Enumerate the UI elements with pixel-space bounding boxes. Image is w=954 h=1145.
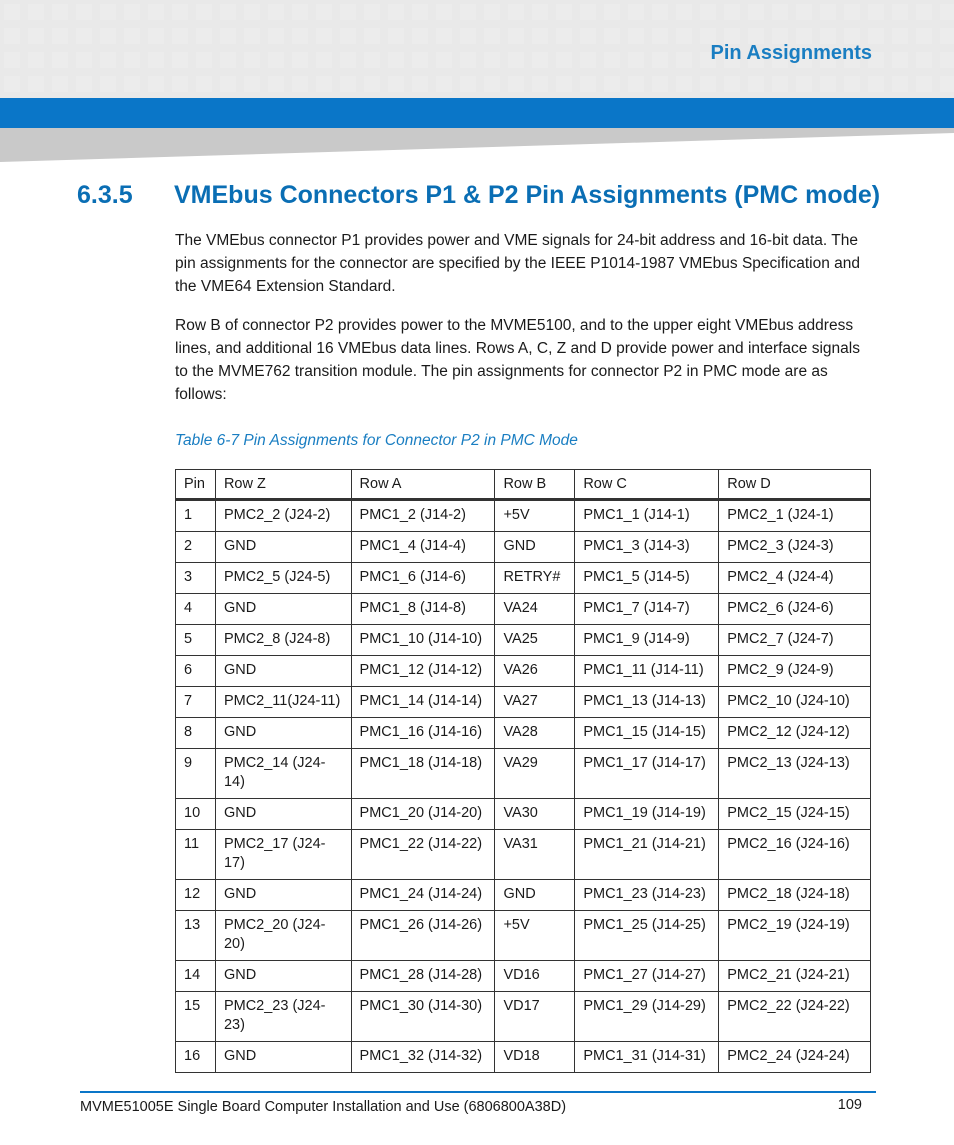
cell-pin: 11 xyxy=(176,830,216,880)
table-row xyxy=(176,1042,871,1073)
cell-row-z: PMC2_2 (J24-2) xyxy=(215,500,351,532)
paragraph-p1-description: The VMEbus connector P1 provides power and VME signals for 24-bit address and 16-bit data. The pin assignments for the connector are specified by the IEEE P1014-1987 VMEbus Specification and the VME64 Extension Standard. xyxy=(175,232,860,295)
cell-row-b: VA28 xyxy=(495,718,575,749)
cell-row-a: PMC1_4 (J14-4) xyxy=(351,532,495,563)
cell-row-c: PMC1_23 (J14-23) xyxy=(575,880,719,911)
cell-row-c: PMC1_15 (J14-15) xyxy=(575,718,719,749)
cell-row-b: +5V xyxy=(495,500,575,532)
cell-row-b: VA29 xyxy=(495,749,575,799)
cell-row-d: PMC2_1 (J24-1) xyxy=(719,500,871,532)
cell-row-z: GND xyxy=(215,718,351,749)
cell-row-c: PMC1_25 (J14-25) xyxy=(575,911,719,961)
footer-rule xyxy=(80,1091,876,1093)
cell-pin: 1 xyxy=(176,500,216,532)
cell-row-c: PMC1_9 (J14-9) xyxy=(575,625,719,656)
cell-row-c: PMC1_21 (J14-21) xyxy=(575,830,719,880)
cell-row-d: PMC2_15 (J24-15) xyxy=(719,799,871,830)
cell-pin: 13 xyxy=(176,911,216,961)
cell-row-b: RETRY# xyxy=(495,563,575,594)
cell-row-c: PMC1_3 (J14-3) xyxy=(575,532,719,563)
cell-row-z: PMC2_23 (J24-23) xyxy=(215,992,351,1042)
table-body xyxy=(176,500,871,1073)
cell-pin: 3 xyxy=(176,563,216,594)
cell-row-d: PMC2_9 (J24-9) xyxy=(719,656,871,687)
cell-row-a: PMC1_20 (J14-20) xyxy=(351,799,495,830)
header-blue-bar xyxy=(0,98,954,128)
cell-row-a: PMC1_18 (J14-18) xyxy=(351,749,495,799)
cell-row-c: PMC1_27 (J14-27) xyxy=(575,961,719,992)
cell-row-a: PMC1_2 (J14-2) xyxy=(351,500,495,532)
pin-assignment-table xyxy=(175,469,871,1073)
page-number: 109 xyxy=(837,1097,862,1113)
table-row xyxy=(176,563,871,594)
cell-row-z: GND xyxy=(215,799,351,830)
cell-pin: 14 xyxy=(176,961,216,992)
table-row xyxy=(176,749,871,799)
cell-row-z: PMC2_11(J24-11) xyxy=(215,687,351,718)
cell-pin: 9 xyxy=(176,749,216,799)
section-number: 6.3.5 xyxy=(77,181,133,209)
cell-pin: 5 xyxy=(176,625,216,656)
cell-row-a: PMC1_12 (J14-12) xyxy=(351,656,495,687)
cell-row-d: PMC2_24 (J24-24) xyxy=(719,1042,871,1073)
cell-row-a: PMC1_24 (J14-24) xyxy=(351,880,495,911)
cell-row-z: PMC2_8 (J24-8) xyxy=(215,625,351,656)
cell-row-z: GND xyxy=(215,1042,351,1073)
running-header-title: Pin Assignments xyxy=(710,42,872,64)
cell-row-b: VA25 xyxy=(495,625,575,656)
column-header-row-d: Row D xyxy=(719,470,871,500)
table-row xyxy=(176,799,871,830)
cell-row-a: PMC1_22 (J14-22) xyxy=(351,830,495,880)
cell-row-d: PMC2_10 (J24-10) xyxy=(719,687,871,718)
table-row xyxy=(176,880,871,911)
cell-pin: 6 xyxy=(176,656,216,687)
cell-row-c: PMC1_19 (J14-19) xyxy=(575,799,719,830)
table-row xyxy=(176,992,871,1042)
column-header-row-b: Row B xyxy=(495,470,575,500)
cell-row-c: PMC1_29 (J14-29) xyxy=(575,992,719,1042)
cell-row-z: GND xyxy=(215,880,351,911)
cell-row-b: VD17 xyxy=(495,992,575,1042)
table-row xyxy=(176,656,871,687)
cell-row-c: PMC1_7 (J14-7) xyxy=(575,594,719,625)
cell-row-d: PMC2_13 (J24-13) xyxy=(719,749,871,799)
cell-row-z: PMC2_17 (J24-17) xyxy=(215,830,351,880)
cell-pin: 4 xyxy=(176,594,216,625)
cell-row-a: PMC1_6 (J14-6) xyxy=(351,563,495,594)
table-row xyxy=(176,594,871,625)
cell-row-d: PMC2_19 (J24-19) xyxy=(719,911,871,961)
cell-row-z: PMC2_14 (J24-14) xyxy=(215,749,351,799)
cell-row-a: PMC1_32 (J14-32) xyxy=(351,1042,495,1073)
paragraph-p2-description: Row B of connector P2 provides power to the MVME5100, and to the upper eight VMEbus address lines, and additional 16 VMEbus data lines. Rows A, C, Z and D provide power and interface signals to the MVME762 transition module. The pin assignments for connector P2 in PMC mode are as follows: xyxy=(175,317,860,403)
table-row xyxy=(176,532,871,563)
table-row xyxy=(176,718,871,749)
cell-row-d: PMC2_12 (J24-12) xyxy=(719,718,871,749)
cell-pin: 12 xyxy=(176,880,216,911)
cell-row-c: PMC1_13 (J14-13) xyxy=(575,687,719,718)
cell-row-a: PMC1_28 (J14-28) xyxy=(351,961,495,992)
footer-document-title: MVME51005E Single Board Computer Installation and Use (6806800A38D) xyxy=(80,1099,567,1115)
header-grey-wedge xyxy=(0,128,954,164)
section-title: VMEbus Connectors P1 & P2 Pin Assignments (PMC mode) xyxy=(174,181,881,209)
cell-row-b: VD16 xyxy=(495,961,575,992)
cell-row-d: PMC2_4 (J24-4) xyxy=(719,563,871,594)
cell-row-b: +5V xyxy=(495,911,575,961)
cell-pin: 2 xyxy=(176,532,216,563)
column-header-row-a: Row A xyxy=(351,470,495,500)
table-row xyxy=(176,911,871,961)
table-row xyxy=(176,687,871,718)
cell-row-z: PMC2_5 (J24-5) xyxy=(215,563,351,594)
cell-row-c: PMC1_31 (J14-31) xyxy=(575,1042,719,1073)
cell-row-c: PMC1_17 (J14-17) xyxy=(575,749,719,799)
cell-pin: 7 xyxy=(176,687,216,718)
cell-row-d: PMC2_16 (J24-16) xyxy=(719,830,871,880)
cell-row-b: VA30 xyxy=(495,799,575,830)
table-row xyxy=(176,830,871,880)
cell-row-c: PMC1_5 (J14-5) xyxy=(575,563,719,594)
section-heading xyxy=(77,181,880,210)
cell-pin: 10 xyxy=(176,799,216,830)
table-row xyxy=(176,625,871,656)
column-header-row-c: Row C xyxy=(575,470,719,500)
cell-row-b: VA31 xyxy=(495,830,575,880)
cell-row-z: PMC2_20 (J24-20) xyxy=(215,911,351,961)
cell-row-b: GND xyxy=(495,880,575,911)
cell-row-a: PMC1_8 (J14-8) xyxy=(351,594,495,625)
cell-row-b: GND xyxy=(495,532,575,563)
cell-row-b: VA24 xyxy=(495,594,575,625)
cell-row-z: GND xyxy=(215,594,351,625)
cell-pin: 15 xyxy=(176,992,216,1042)
cell-pin: 16 xyxy=(176,1042,216,1073)
table-row xyxy=(176,961,871,992)
cell-row-a: PMC1_14 (J14-14) xyxy=(351,687,495,718)
cell-row-a: PMC1_16 (J14-16) xyxy=(351,718,495,749)
cell-row-a: PMC1_30 (J14-30) xyxy=(351,992,495,1042)
table-row xyxy=(176,500,871,532)
cell-row-d: PMC2_7 (J24-7) xyxy=(719,625,871,656)
cell-row-z: GND xyxy=(215,532,351,563)
cell-row-a: PMC1_26 (J14-26) xyxy=(351,911,495,961)
cell-row-c: PMC1_1 (J14-1) xyxy=(575,500,719,532)
column-header-pin: Pin xyxy=(176,470,216,500)
cell-row-z: GND xyxy=(215,656,351,687)
cell-row-b: VA27 xyxy=(495,687,575,718)
table-caption: Table 6-7 Pin Assignments for Connector P2 in PMC Mode xyxy=(175,432,578,449)
cell-row-b: VA26 xyxy=(495,656,575,687)
cell-row-d: PMC2_6 (J24-6) xyxy=(719,594,871,625)
cell-row-d: PMC2_22 (J24-22) xyxy=(719,992,871,1042)
table-header-row xyxy=(176,470,871,500)
cell-row-d: PMC2_3 (J24-3) xyxy=(719,532,871,563)
column-header-row-z: Row Z xyxy=(215,470,351,500)
cell-row-a: PMC1_10 (J14-10) xyxy=(351,625,495,656)
cell-row-b: VD18 xyxy=(495,1042,575,1073)
cell-row-d: PMC2_18 (J24-18) xyxy=(719,880,871,911)
cell-pin: 8 xyxy=(176,718,216,749)
cell-row-c: PMC1_11 (J14-11) xyxy=(575,656,719,687)
cell-row-z: GND xyxy=(215,961,351,992)
cell-row-d: PMC2_21 (J24-21) xyxy=(719,961,871,992)
